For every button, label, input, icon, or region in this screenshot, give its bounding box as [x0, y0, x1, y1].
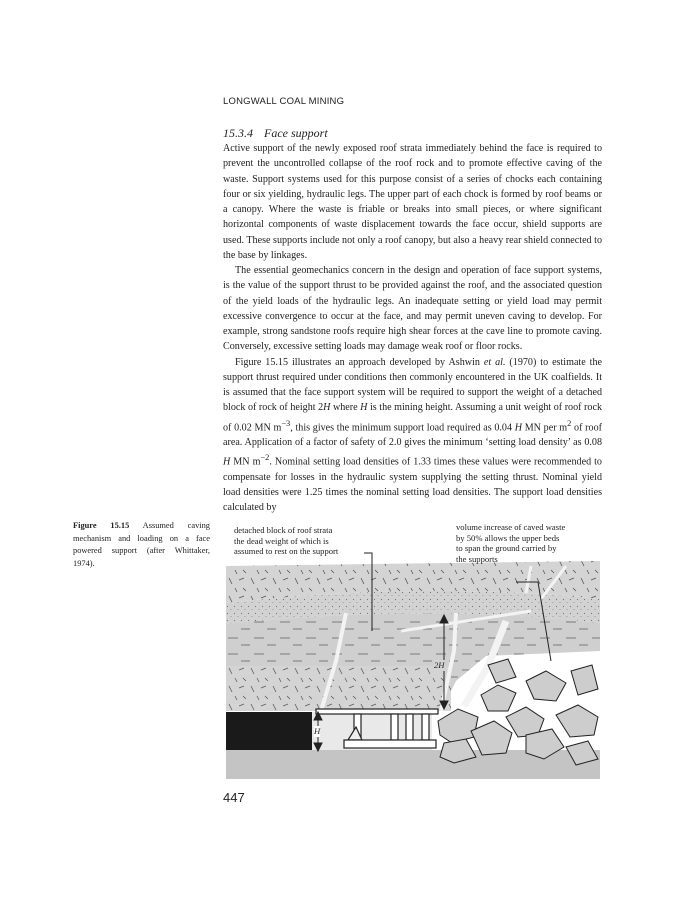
figure-caption — [73, 520, 210, 570]
p3-text-d: is the mining height. Assuming a unit weight of roof rock of 0.02 MN m — [223, 402, 602, 433]
p3-text-i: . Nominal setting load densities of 1.33 times these values were recommended to compensate for losses in the hydraulic system supplying the setting thrust. Nominal yield load densities were 1.25 times the nominal setting load densities. The support load densities calculated by — [223, 456, 602, 514]
section-title: Face support — [264, 126, 328, 140]
figure-caving-diagram — [226, 521, 600, 779]
body-text — [223, 141, 602, 516]
figure-caption-label: Figure 15.15 — [73, 521, 130, 530]
p3-text-f: MN per m — [522, 421, 568, 433]
p3-h: H — [360, 402, 368, 414]
p3-h: H — [223, 456, 231, 468]
section-heading — [223, 126, 328, 141]
section-number: 15.3.4 — [223, 126, 253, 140]
paragraph-1: Active support of the newly exposed roof strata immediately behind the face is required to prevent the uncontrolled collapse of the roof rock and to promote effective caving of the waste. Support systems used for this purpose consist of a series of chocks each containing four or six yielding, hydraulic legs. The upper part of each chock is formed by roof beams or a canopy. Where the waste is friable or breaks into small pieces, or where significant horizontal components of waste displacement towards the face occur, shield supports are used. These supports include not only a roof canopy, but also a heavy rear shield connected to the base by linkages. — [223, 143, 602, 261]
figure-caption-text: Assumed caving mechanism and loading on a face powered support (after Whittaker, 1974). — [73, 521, 210, 568]
label-h: H — [314, 726, 321, 736]
paragraph-3 — [223, 355, 602, 516]
p3-exponent: −2 — [260, 453, 270, 463]
page-number: 447 — [223, 790, 245, 805]
p3-exponent: −3 — [281, 418, 291, 428]
p3-text-h: MN m — [230, 456, 261, 468]
p3-et-al: et al. — [483, 356, 506, 368]
p3-exponent: 2 — [567, 418, 572, 428]
paragraph-2: The essential geomechanics concern in the design and operation of face support systems, is the value of the support thrust to be provided against the roof, and the associated question of the yield loads of the hydraulic legs. An inadequate setting or yield load may permit excessive convergence to occur at the face, and may permit uneven caving to develop. For example, strong sandstone roofs require high shear forces at the cave line to promote caving. Conversely, excessive setting loads may damage weak roof or floor rocks. — [223, 265, 602, 353]
p3-text-g: of roof area. Application of a factor of safety of 2.0 gives the minimum ‘setting load density’ as 0.08 — [223, 421, 602, 449]
p3-text-a: Figure 15.15 illustrates an approach developed by Ashwin — [235, 356, 484, 368]
p3-h: H — [514, 421, 522, 433]
p3-text-c: where — [330, 402, 361, 414]
coal-seam — [226, 712, 312, 750]
running-head: LONGWALL COAL MINING — [223, 96, 345, 107]
p3-text-e: , this gives the minimum support load required as 0.04 — [290, 421, 515, 433]
label-caved-waste: volume increase of caved waste by 50% allows the upper beds to span the ground carried by the supports — [456, 522, 566, 564]
p3-h: H — [323, 402, 331, 414]
label-detached-block: detached block of roof strata the dead weight of which is assumed to rest on the support — [234, 525, 339, 557]
label-2h: 2H — [434, 660, 445, 670]
p3-text-b: (1970) to estimate the support thrust required under conditions then commonly encountered in the UK coalfields. It is assumed that the face support system will be required to support the weight of a detached block of rock of height 2 — [223, 356, 602, 414]
lower-strata — [226, 666, 451, 711]
